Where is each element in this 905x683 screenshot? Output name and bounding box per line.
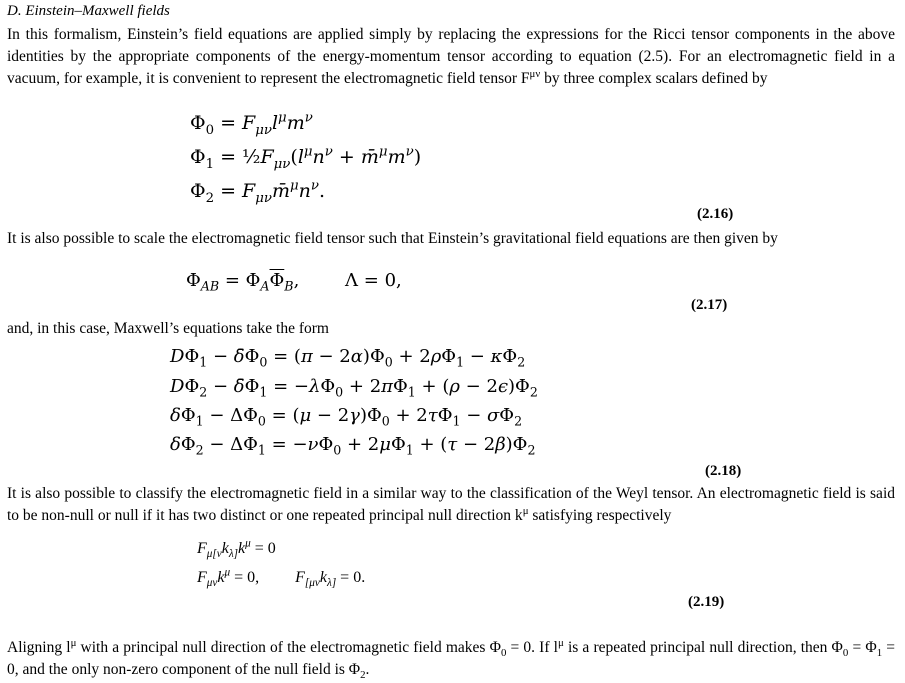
paragraph-aligning-sup-2: μ (557, 636, 564, 649)
paragraph-aligning-text-c: = 0. If l (506, 639, 558, 656)
paragraph-aligning-sup-1: μ (70, 636, 77, 649)
paragraph-aligning-sub-1: 0 (500, 647, 507, 660)
paragraph-scale: It is also possible to scale the electromagnetic field tensor such that Einstein’s gravitational field equations are then given by (7, 230, 778, 247)
paragraph-aligning-text-a: Aligning l (7, 639, 71, 656)
equation-phi-ab: $\Phi_{AB} = \Phi_A\overline{\Phi}_B$, Λ = 0, (186, 270, 402, 294)
paragraph-aligning-text-b: with a principal null direction of the electromagnetic field makes Φ (76, 639, 501, 656)
equation-number-2-17: (2.17) (691, 297, 728, 313)
paragraph-intro-sup: μν (529, 67, 541, 80)
paragraph-aligning-sub-4: 2 (360, 669, 366, 682)
paragraph-intro-text-a: In this formalism, Einstein’s field equations are applied simply by replacing the expressions for the Ricci tensor components in the above identities by the appropriate components of the energy-momentum tensor according to equation (2.5). For an electromagnetic field in a vacuum, for example, it is convenient to represent the electromagnetic field tensor F (7, 26, 895, 87)
paragraph-intro (7, 24, 895, 90)
equation-number-2-16: (2.16) (697, 206, 734, 222)
paragraph-maxwell: and, in this case, Maxwell’s equations take the form (7, 320, 329, 337)
paragraph-classify-sup: μ (522, 504, 529, 517)
paragraph-aligning-sub-2: 0 (842, 647, 849, 660)
section-heading: D. Einstein–Maxwell fields (7, 3, 170, 19)
null-condition-equation-1: $F_{\mu[\nu}k_{\lambda]}k^\mu = 0$ (197, 537, 276, 561)
maxwell-equation-3: $\delta\Phi_1 - \Delta\Phi_0 = (\mu - 2\gamma)\Phi_0 + 2\tau\Phi_1 - \sigma\Phi_2$ (170, 405, 523, 429)
maxwell-equation-2: $D\Phi_2$ − $\deltā\Phi_1 = -\lambda\Phi_0 + 2\pi\Phi_1 + (\rho - 2\epsilon)\Phi_2$ (170, 376, 538, 400)
paragraph-aligning-text-g: . (365, 661, 370, 678)
null-condition-equation-2: $F_{\mu\nu}k^\mu = 0$, $F_{[\mu\nu}k_{\lambda]} = 0$. (197, 566, 366, 590)
paragraph-classify-text-b: satisfying respectively (528, 507, 672, 524)
equation-number-2-19: (2.19) (688, 594, 725, 610)
maxwell-equation-1: $D\Phi_1$ − $\deltā\Phi_0 = (\pi - 2\alpha)\Phi_0 + 2\rho\Phi_1 - \kappa\Phi_2$ (170, 346, 526, 370)
paragraph-intro-text-b: by three complex scalars defined by (540, 70, 768, 87)
equation-number-2-18: (2.18) (705, 463, 742, 479)
equation-phi1: $\Phi_1$ = $\frac{1}{2}F_{\mu\nu}(l^\mu n^\nu$ + $m̄^\mu m^\nu$) (190, 144, 422, 172)
paragraph-aligning (7, 637, 895, 681)
paragraph-aligning-text-e: = Φ (848, 639, 877, 656)
paragraph-aligning-text-f: = 0, and the only non-zero component of the null field is Φ (7, 639, 896, 678)
paragraph-classify-text-a: It is also possible to classify the electromagnetic field in a similar way to the classification of the Weyl tensor. An electromagnetic field is said to be non-null or null if it has two distinct or one repeated principal null direction k (7, 485, 895, 524)
paragraph-aligning-sub-3: 1 (876, 647, 883, 660)
paragraph-aligning-text-d: is a repeated principal null direction, then Φ (563, 639, 843, 656)
paragraph-classify (7, 483, 895, 527)
equation-phi2: $\Phi_2$ = $F_{\mu\nu}m̄^\mu n^\nu$. (190, 178, 326, 206)
maxwell-equation-4: $\delta\Phi_2 - \Delta\Phi_1 = -\nu\Phi_0 + 2\mu\Phi_1 + (\tau - 2\beta)\Phi_2$ (170, 434, 536, 458)
equation-phi0: $\Phi_0 = F_{\mu\nu}l^\mu m^\nu$ (190, 110, 313, 138)
